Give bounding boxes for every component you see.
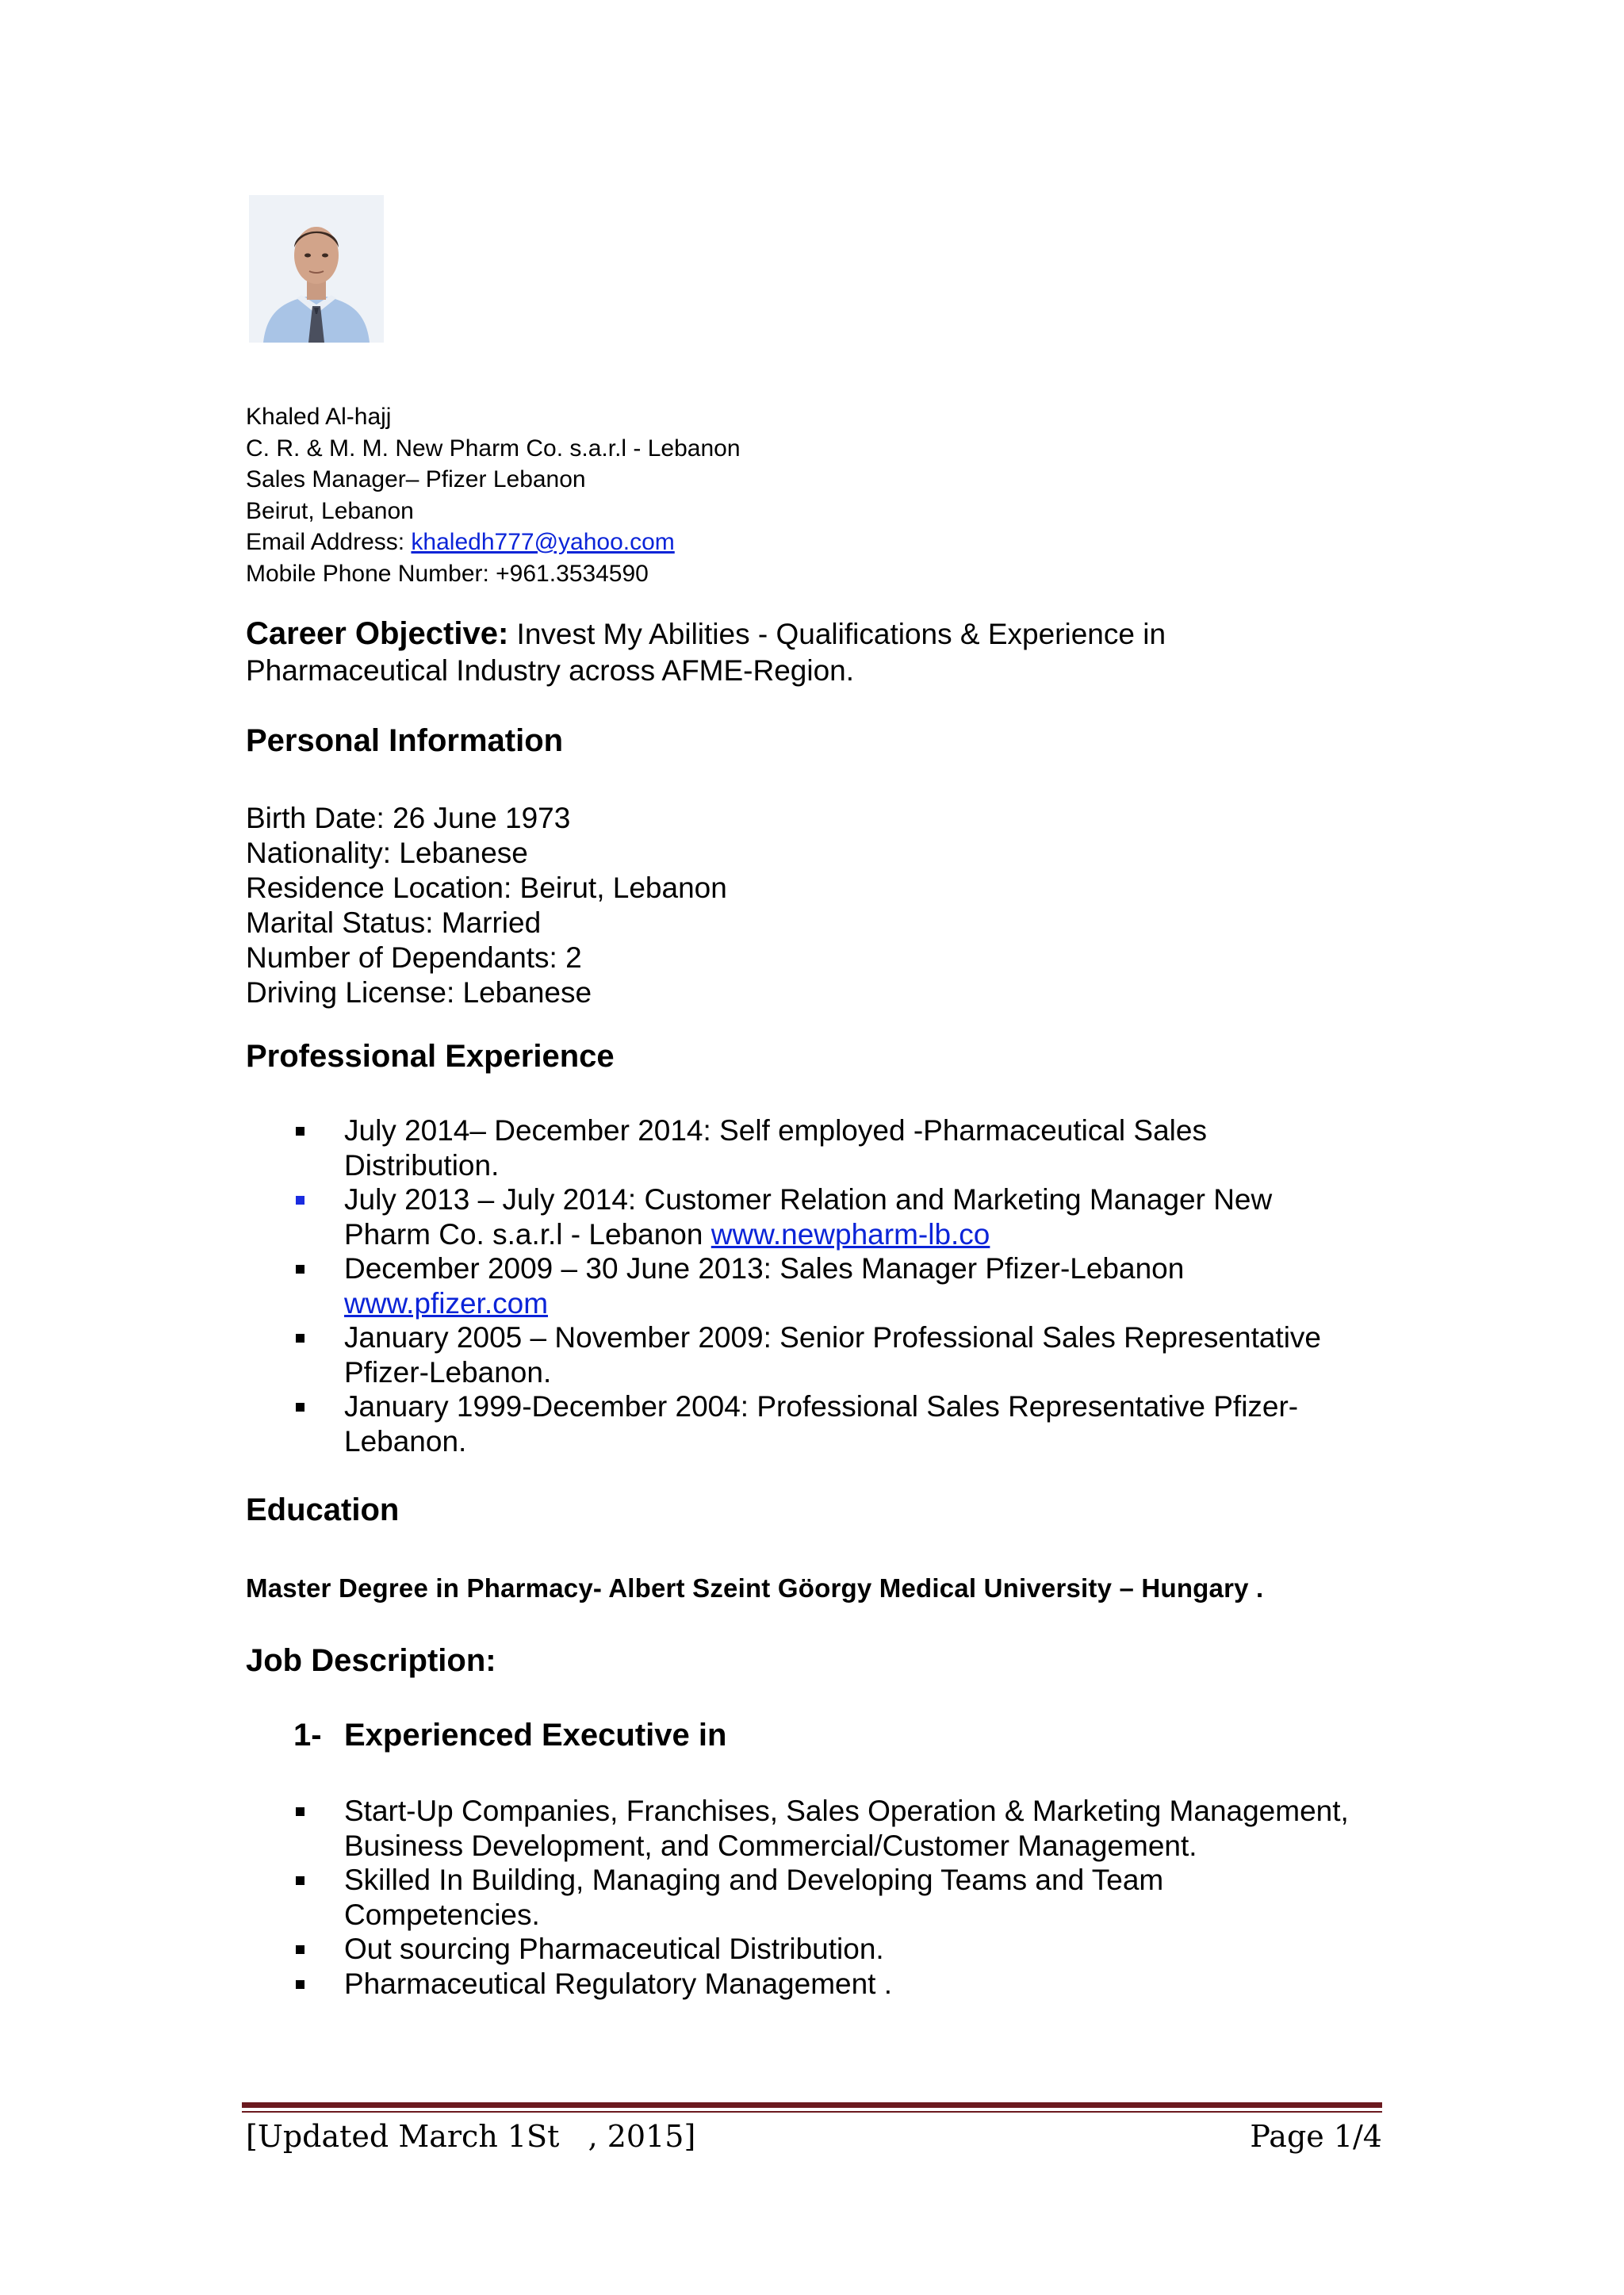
bullet-icon xyxy=(296,1196,304,1205)
newpharm-link[interactable]: www.newpharm-lb.co xyxy=(710,1217,990,1251)
footer-rule xyxy=(242,2102,1382,2108)
job-description-heading: Job Description: xyxy=(246,1643,496,1678)
marital-status: Marital Status: Married xyxy=(246,906,542,939)
career-objective-label: Career Objective: xyxy=(246,616,509,651)
bullet-icon xyxy=(296,1403,304,1412)
email-link[interactable]: khaledh777@yahoo.com xyxy=(411,529,675,555)
career-objective-text: Invest My Abilities - Qualifications & Experience in Pharmaceutical Industry across AFME-Region. xyxy=(246,618,1166,687)
person-name: Khaled Al-hajj xyxy=(246,404,392,430)
experience-item: January 1999-December 2004: Professional Sales Representative Pfizer- Lebanon. xyxy=(293,1389,1321,1458)
job-item: Start-Up Companies, Franchises, Sales Operation & Marketing Management, Business Development, and Commercial/Customer Management. xyxy=(293,1794,1349,1863)
residence-location: Residence Location: Beirut, Lebanon xyxy=(246,872,727,904)
nationality: Nationality: Lebanese xyxy=(246,837,528,869)
bullet-icon xyxy=(296,1127,304,1136)
bullet-icon xyxy=(296,1876,304,1885)
experience-item: July 2013 – July 2014: Customer Relation and Marketing Manager New Pharm Co. s.a.r.l - Lebanon www.newpharm-lb.co xyxy=(293,1182,1321,1251)
job-list xyxy=(293,1794,1349,2001)
career-objective xyxy=(246,615,1372,689)
experience-item: December 2009 – 30 June 2013: Sales Manager Pfizer-Lebanon www.pfizer.com xyxy=(293,1251,1321,1320)
footer-rule-thin xyxy=(242,2111,1382,2113)
driving-license: Driving License: Lebanese xyxy=(246,976,592,1009)
job-item: Pharmaceutical Regulatory Management . xyxy=(293,1967,1349,2002)
bullet-icon xyxy=(296,1334,304,1343)
position-line: Sales Manager– Pfizer Lebanon xyxy=(246,466,586,492)
number-of-dependants: Number of Dependants: 2 xyxy=(246,941,582,974)
experience-list xyxy=(293,1113,1321,1458)
job-item: Skilled In Building, Managing and Developing Teams and Team Competencies. xyxy=(293,1863,1349,1932)
education-heading: Education xyxy=(246,1492,400,1527)
email-label: Email Address: xyxy=(246,529,412,555)
pfizer-link[interactable]: www.pfizer.com xyxy=(344,1286,549,1320)
experience-heading: Professional Experience xyxy=(246,1039,615,1074)
bullet-icon xyxy=(296,1980,304,1989)
profile-photo xyxy=(249,195,384,343)
job-subheading-title: Experienced Executive in xyxy=(344,1718,727,1753)
footer-updated: [Updated March 1St , 2015] xyxy=(246,2119,696,2154)
bullet-icon xyxy=(296,1265,304,1274)
phone-line: Mobile Phone Number: +961.3534590 xyxy=(246,560,649,587)
email-line xyxy=(246,527,741,558)
personal-info-heading: Personal Information xyxy=(246,723,564,758)
job-item: Out sourcing Pharmaceutical Distribution. xyxy=(293,1932,1349,1967)
bullet-icon xyxy=(296,1807,304,1816)
contact-block xyxy=(246,401,741,589)
footer-page-number: Page 1/4 xyxy=(1250,2119,1382,2154)
birth-date: Birth Date: 26 June 1973 xyxy=(246,802,571,834)
experience-item: January 2005 – November 2009: Senior Professional Sales Representative Pfizer-Lebanon. xyxy=(293,1320,1321,1389)
job-subheading-number: 1- xyxy=(293,1718,322,1753)
location-line: Beirut, Lebanon xyxy=(246,497,414,524)
bullet-icon xyxy=(296,1945,304,1954)
experience-item: July 2014– December 2014: Self employed -Pharmaceutical Sales Distribution. xyxy=(293,1113,1321,1182)
personal-info-list xyxy=(246,801,727,1010)
education-degree: Master Degree in Pharmacy- Albert Szeint Göorgy Medical University – Hungary . xyxy=(246,1573,1264,1603)
portrait-image xyxy=(249,195,384,343)
company-line: C. R. & M. M. New Pharm Co. s.a.r.l - Lebanon xyxy=(246,435,741,462)
job-subheading xyxy=(293,1718,726,1753)
